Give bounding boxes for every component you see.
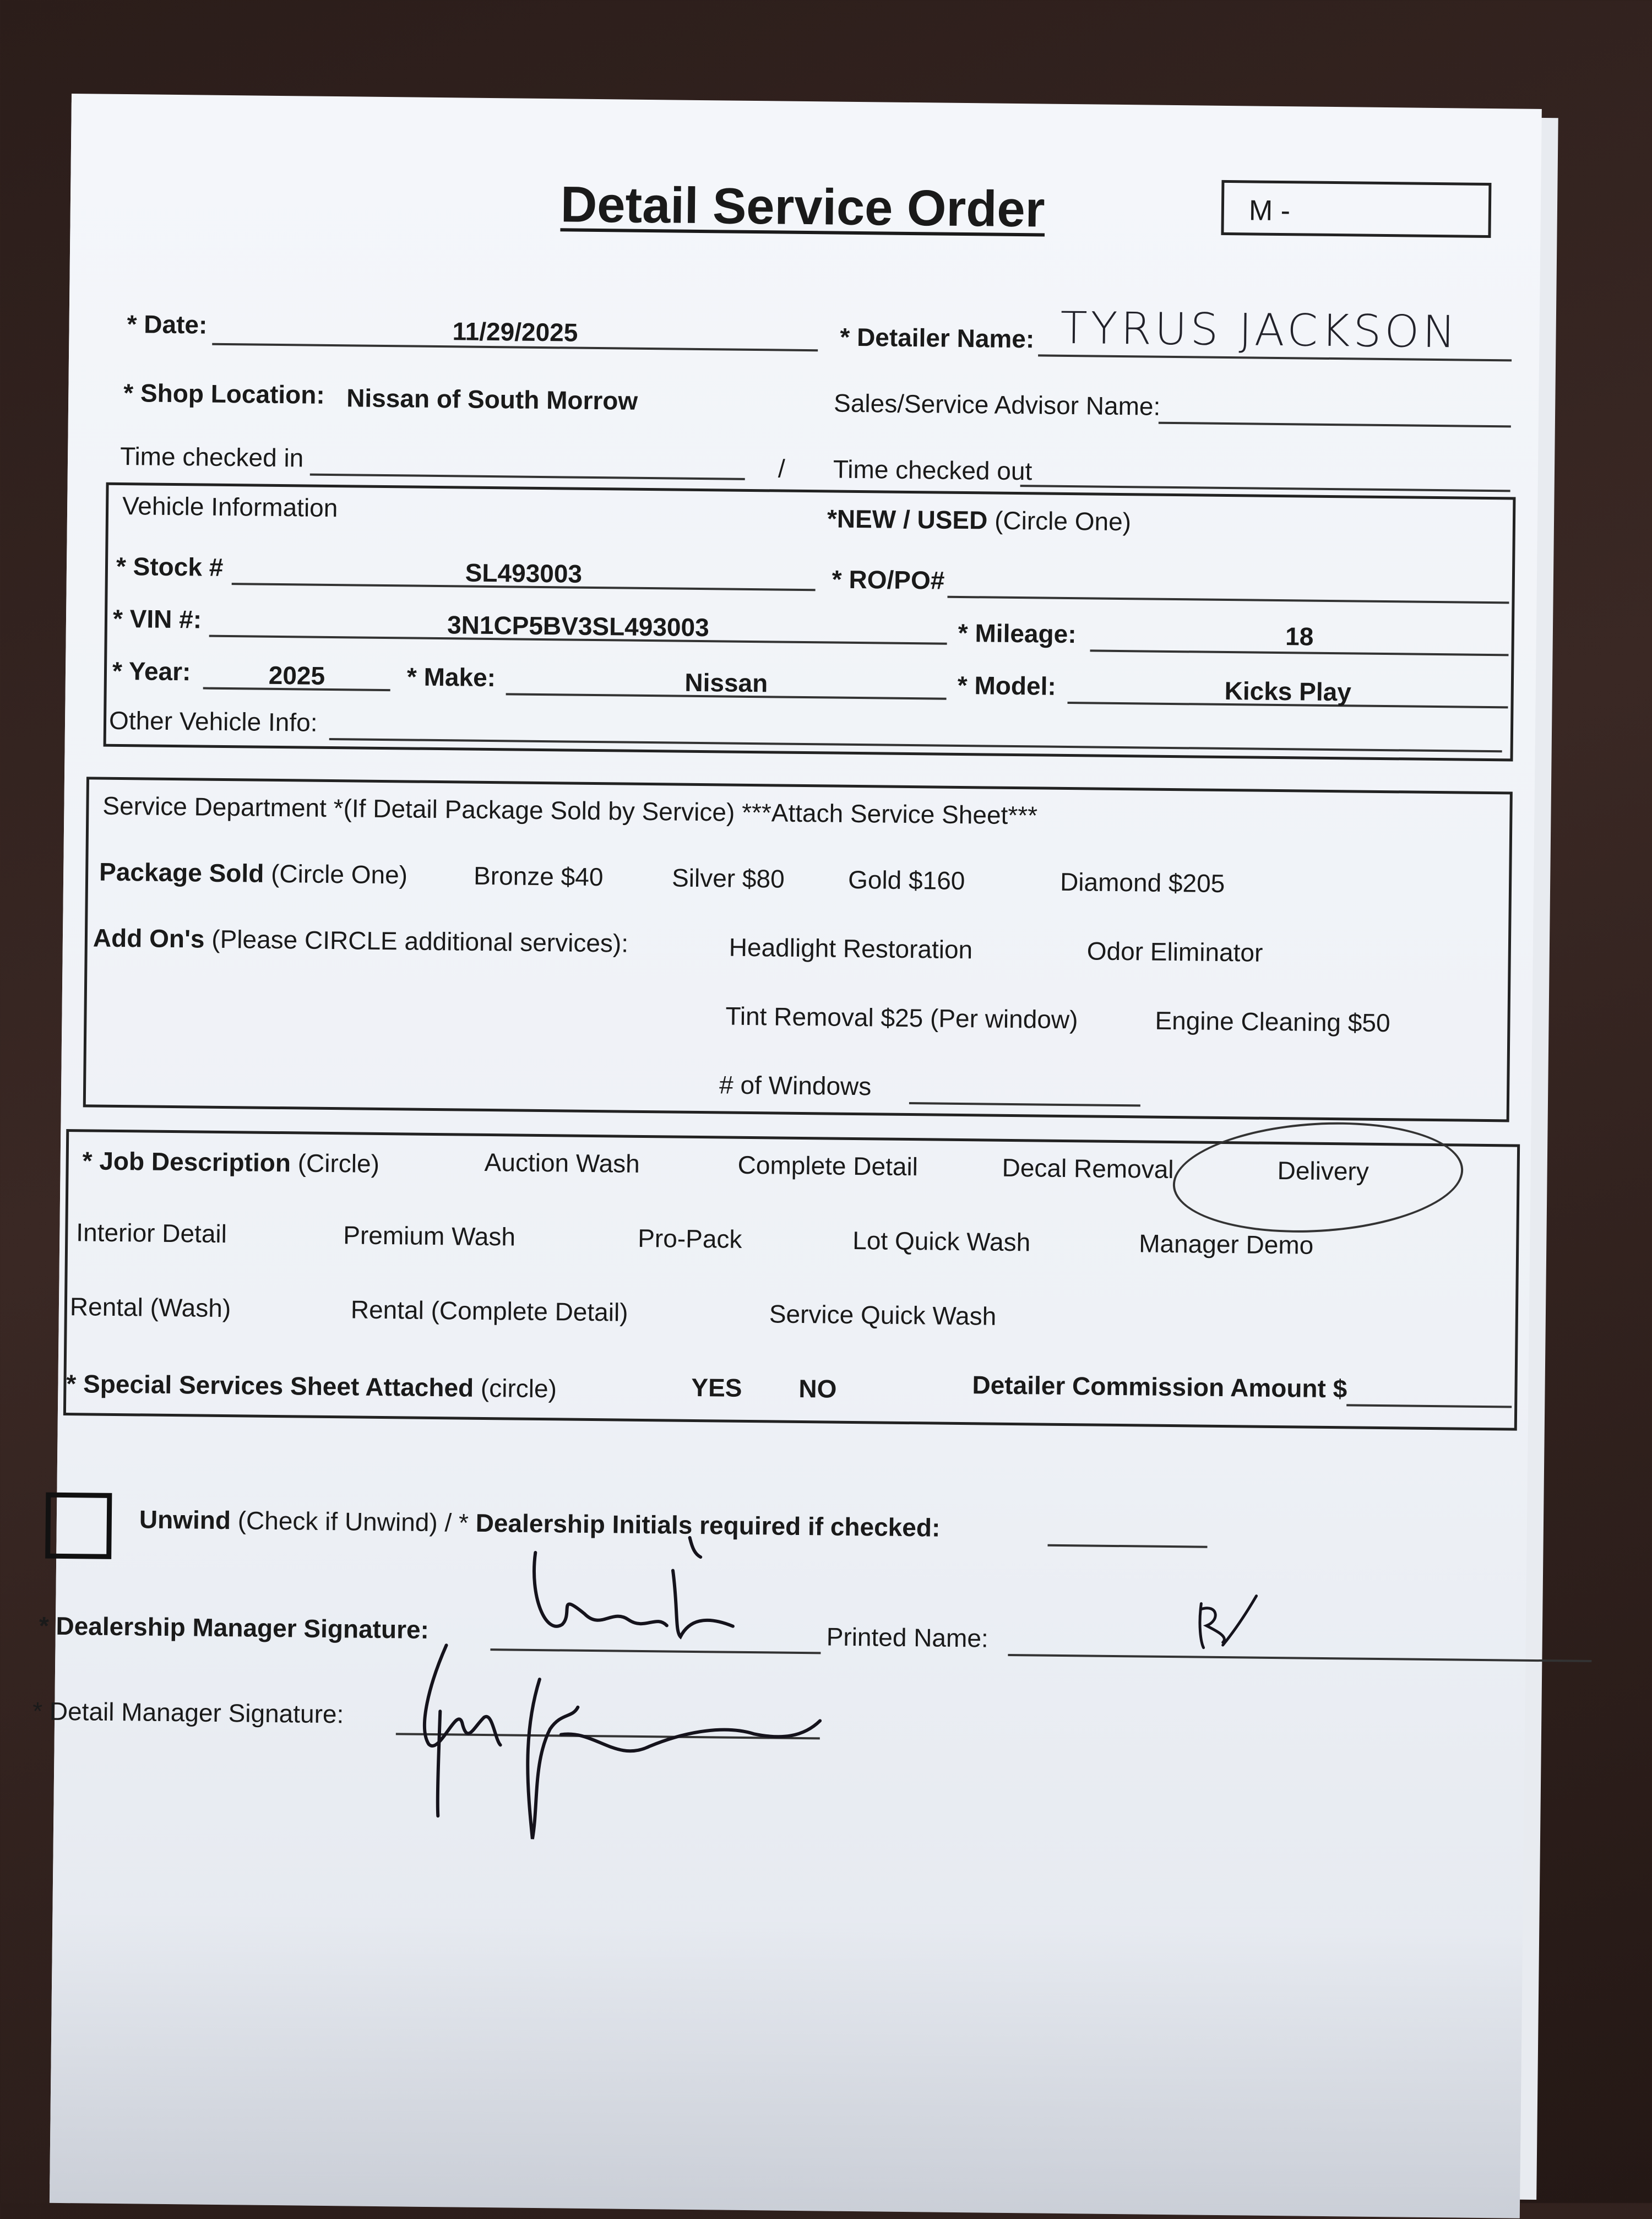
- photo-shadow: [50, 1911, 1523, 2218]
- job-pro-pack[interactable]: Pro-Pack: [638, 1223, 742, 1254]
- time-in-label: Time checked in: [119, 441, 304, 473]
- job-lot-quick-wash[interactable]: Lot Quick Wash: [852, 1225, 1031, 1257]
- time-out-label: Time checked out: [833, 454, 1032, 486]
- windows-count-label: # of Windows: [719, 1070, 872, 1101]
- special-services-label: * Special Services Sheet Attached: [66, 1369, 474, 1402]
- dealership-manager-signature-label: * Dealership Manager Signature:: [39, 1611, 430, 1644]
- package-silver[interactable]: Silver $80: [671, 863, 785, 893]
- detailer-name-handwritten: TYRUS JACKSON: [1060, 302, 1459, 358]
- printed-name-initials: [1189, 1592, 1267, 1659]
- new-used-label: *NEW / USED: [827, 504, 988, 535]
- time-out-line[interactable]: [1020, 485, 1510, 492]
- advisor-name-line[interactable]: [1159, 422, 1511, 428]
- add-ons-hint: (Please CIRCLE additional services):: [211, 924, 629, 958]
- initials-line[interactable]: [1047, 1544, 1207, 1548]
- job-auction-wash[interactable]: Auction Wash: [484, 1147, 640, 1178]
- package-bronze[interactable]: Bronze $40: [473, 861, 604, 892]
- ro-po-label: * RO/PO#: [832, 565, 945, 595]
- job-description-hint: (Circle): [297, 1148, 380, 1178]
- package-sold-label: Package Sold: [99, 857, 264, 888]
- job-delivery[interactable]: Delivery: [1277, 1156, 1370, 1186]
- job-rental-complete-detail[interactable]: Rental (Complete Detail): [350, 1295, 628, 1327]
- package-gold[interactable]: Gold $160: [847, 865, 965, 896]
- year-value: 2025: [268, 660, 325, 690]
- add-ons-field: [93, 923, 629, 958]
- addon-odor-eliminator[interactable]: Odor Eliminator: [1086, 936, 1263, 967]
- addon-tint-removal[interactable]: Tint Removal $25 (Per window): [725, 1001, 1078, 1034]
- mileage-label: * Mileage:: [958, 618, 1077, 649]
- add-ons-label: Add On's: [93, 923, 205, 953]
- vin-label: * VIN #:: [112, 604, 202, 634]
- job-manager-demo[interactable]: Manager Demo: [1138, 1229, 1314, 1260]
- advisor-name-label: Sales/Service Advisor Name:: [833, 388, 1161, 421]
- job-interior-detail[interactable]: Interior Detail: [76, 1218, 227, 1249]
- special-services-yes[interactable]: YES: [691, 1372, 742, 1402]
- date-label: * Date:: [127, 310, 208, 339]
- special-services-hint: (circle): [480, 1373, 557, 1403]
- time-separator: /: [778, 454, 785, 483]
- shop-location-value: Nissan of South Morrow: [346, 383, 638, 415]
- detailer-name-label: * Detailer Name:: [840, 322, 1035, 354]
- new-used-hint: (Circle One): [994, 506, 1132, 536]
- detail-manager-signature: [395, 1634, 849, 1848]
- service-department-heading: Service Department *(If Detail Package Sold by Service) ***Attach Service Sheet***: [102, 791, 1038, 830]
- vehicle-info-heading: Vehicle Information: [122, 491, 338, 523]
- addon-headlight-restoration[interactable]: Headlight Restoration: [729, 932, 973, 964]
- commission-label: Detailer Commission Amount $: [972, 1370, 1347, 1403]
- make-label: * Make:: [406, 662, 496, 692]
- model-label: * Model:: [957, 670, 1056, 701]
- job-rental-wash[interactable]: Rental (Wash): [69, 1292, 231, 1323]
- date-value: 11/29/2025: [452, 317, 578, 347]
- service-order-form: [32, 94, 1542, 2218]
- time-in-line[interactable]: [310, 474, 745, 480]
- job-decal-removal[interactable]: Decal Removal: [1002, 1153, 1174, 1184]
- special-services-field: [66, 1369, 557, 1403]
- initials-label: Dealership Initials required if checked:: [475, 1508, 941, 1542]
- make-value: Nissan: [684, 668, 768, 698]
- job-service-quick-wash[interactable]: Service Quick Wash: [769, 1299, 997, 1331]
- package-sold-field: [99, 857, 407, 890]
- page-title: Detail Service Order: [560, 176, 1046, 238]
- package-sold-hint: (Circle One): [270, 859, 408, 889]
- new-used-field[interactable]: [827, 503, 1132, 536]
- printed-name-line[interactable]: [1008, 1654, 1591, 1662]
- job-description-field: [82, 1146, 379, 1179]
- year-label: * Year:: [112, 656, 191, 686]
- job-premium-wash[interactable]: Premium Wash: [343, 1220, 516, 1251]
- mileage-value: 18: [1285, 622, 1314, 651]
- shop-location-label: * Shop Location:: [123, 378, 325, 409]
- printed-name-label: Printed Name:: [826, 1622, 989, 1653]
- order-number-box[interactable]: M -: [1221, 180, 1491, 238]
- unwind-hint: (Check if Unwind) / *: [237, 1506, 469, 1537]
- stock-label: * Stock #: [116, 551, 224, 582]
- detail-manager-signature-label: * Detail Manager Signature:: [32, 1696, 344, 1729]
- other-vehicle-info-label: Other Vehicle Info:: [108, 706, 318, 737]
- special-services-no[interactable]: NO: [798, 1374, 837, 1403]
- stock-value: SL493003: [465, 558, 583, 588]
- model-value: Kicks Play: [1224, 676, 1352, 707]
- unwind-checkbox[interactable]: [45, 1493, 112, 1559]
- package-diamond[interactable]: Diamond $205: [1059, 867, 1225, 898]
- addon-engine-cleaning[interactable]: Engine Cleaning $50: [1155, 1006, 1390, 1038]
- vin-value: 3N1CP5BV3SL493003: [447, 610, 709, 642]
- unwind-label: Unwind: [139, 1505, 231, 1535]
- job-description-label: * Job Description: [82, 1146, 291, 1178]
- job-complete-detail[interactable]: Complete Detail: [737, 1150, 919, 1181]
